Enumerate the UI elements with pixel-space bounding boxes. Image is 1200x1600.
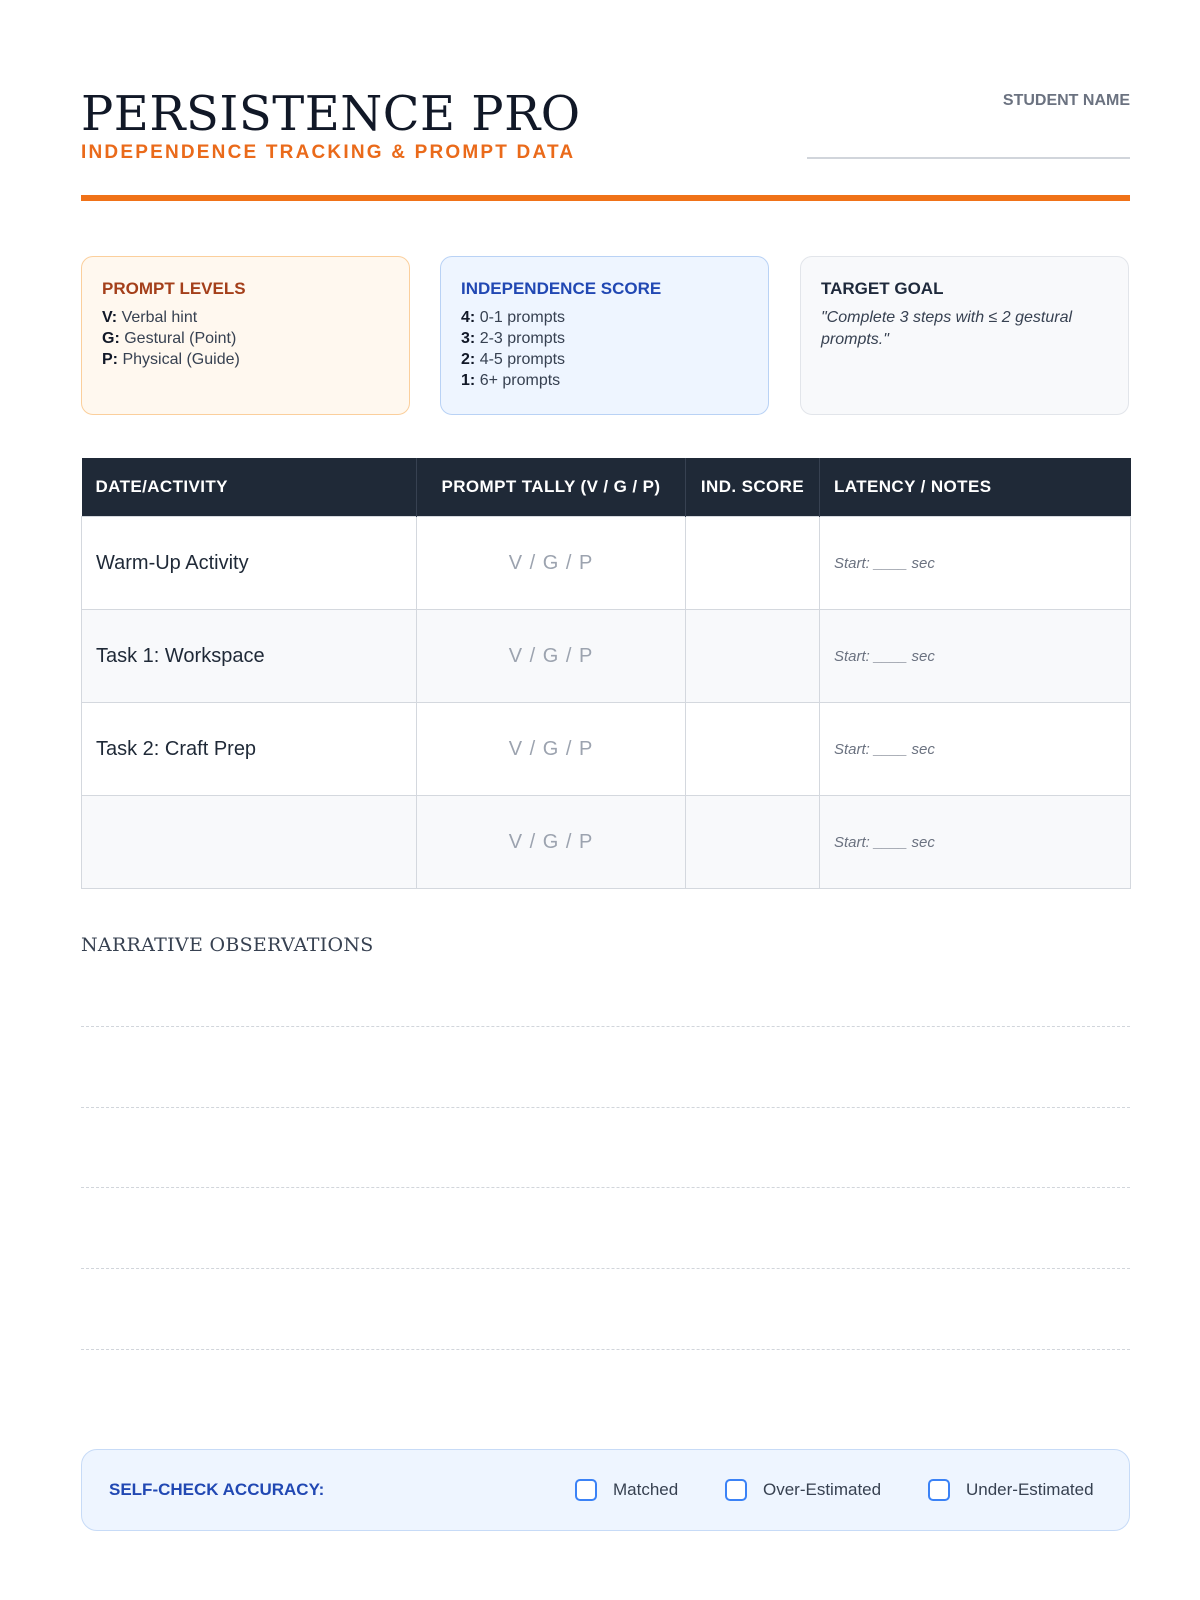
score-cell[interactable] bbox=[686, 703, 820, 796]
col-header-score: IND. SCORE bbox=[686, 458, 820, 517]
prompt-level-text: Physical (Guide) bbox=[122, 351, 240, 368]
score-item bbox=[461, 307, 748, 328]
score-item bbox=[461, 328, 748, 349]
prompt-level-key: G: bbox=[102, 330, 120, 347]
score-key: 1: bbox=[461, 372, 476, 389]
self-check-panel bbox=[81, 1449, 1130, 1531]
prompt-level-key: V: bbox=[102, 309, 118, 326]
score-text: 4-5 prompts bbox=[479, 351, 566, 368]
option-under-estimated[interactable] bbox=[928, 1477, 1094, 1503]
score-key: 3: bbox=[461, 330, 476, 347]
score-text: 2-3 prompts bbox=[479, 330, 566, 347]
student-name-label: STUDENT NAME bbox=[1002, 92, 1130, 109]
student-name-field[interactable] bbox=[807, 157, 1130, 159]
prompt-levels-title: PROMPT LEVELS bbox=[102, 279, 246, 298]
option-matched[interactable] bbox=[575, 1477, 678, 1503]
page-subtitle: INDEPENDENCE TRACKING & PROMPT DATA bbox=[81, 142, 576, 163]
score-key: 4: bbox=[461, 309, 476, 326]
over-estimated-label: Over-Estimated bbox=[763, 1480, 882, 1499]
prompt-levels-card bbox=[81, 256, 410, 415]
tracking-table bbox=[81, 458, 1130, 889]
tally-cell[interactable]: V / G / P bbox=[417, 610, 686, 703]
table-row bbox=[82, 517, 1131, 610]
table-row bbox=[82, 796, 1131, 889]
narrative-line[interactable] bbox=[81, 1107, 1130, 1108]
page-title: PERSISTENCE PRO bbox=[81, 86, 581, 142]
notes-cell[interactable]: Start: ____ sec bbox=[820, 703, 1131, 796]
under-estimated-label: Under-Estimated bbox=[966, 1480, 1094, 1499]
matched-label: Matched bbox=[613, 1480, 679, 1499]
score-cell[interactable] bbox=[686, 796, 820, 889]
over-estimated-checkbox[interactable] bbox=[725, 1479, 747, 1501]
score-text: 6+ prompts bbox=[479, 372, 561, 389]
narrative-line[interactable] bbox=[81, 1268, 1130, 1269]
activity-cell[interactable]: Warm-Up Activity bbox=[82, 517, 417, 610]
table-header-row bbox=[82, 458, 1131, 517]
activity-cell[interactable]: Task 1: Workspace bbox=[82, 610, 417, 703]
table-row bbox=[82, 610, 1131, 703]
tally-cell[interactable]: V / G / P bbox=[417, 796, 686, 889]
col-header-activity: DATE/ACTIVITY bbox=[82, 458, 417, 517]
self-check-label: SELF-CHECK ACCURACY: bbox=[109, 1480, 325, 1499]
score-key: 2: bbox=[461, 351, 476, 368]
narrative-line[interactable] bbox=[81, 1026, 1130, 1027]
activity-cell[interactable]: Task 2: Craft Prep bbox=[82, 703, 417, 796]
prompt-level-text: Verbal hint bbox=[121, 309, 198, 326]
score-cell[interactable] bbox=[686, 517, 820, 610]
tally-cell[interactable]: V / G / P bbox=[417, 703, 686, 796]
score-item bbox=[461, 370, 748, 391]
notes-cell[interactable]: Start: ____ sec bbox=[820, 517, 1131, 610]
narrative-line[interactable] bbox=[81, 1187, 1130, 1188]
narrative-title: NARRATIVE OBSERVATIONS bbox=[81, 934, 374, 956]
notes-cell[interactable]: Start: ____ sec bbox=[820, 610, 1131, 703]
worksheet-page bbox=[81, 0, 1130, 1600]
col-header-tally: PROMPT TALLY (V / G / P) bbox=[417, 458, 686, 517]
prompt-level-item bbox=[102, 307, 389, 328]
target-goal-title: TARGET GOAL bbox=[821, 279, 944, 298]
col-header-notes: LATENCY / NOTES bbox=[820, 458, 1131, 517]
notes-cell[interactable]: Start: ____ sec bbox=[820, 796, 1131, 889]
table-row bbox=[82, 703, 1131, 796]
under-estimated-checkbox[interactable] bbox=[928, 1479, 950, 1501]
prompt-level-text: Gestural (Point) bbox=[124, 330, 237, 347]
header-divider bbox=[81, 195, 1130, 201]
target-goal-quote: "Complete 3 steps with ≤ 2 gestural prompts." bbox=[821, 309, 1073, 348]
option-over-estimated[interactable] bbox=[725, 1477, 881, 1503]
tally-cell[interactable]: V / G / P bbox=[417, 517, 686, 610]
independence-score-title: INDEPENDENCE SCORE bbox=[461, 279, 662, 298]
score-cell[interactable] bbox=[686, 610, 820, 703]
prompt-level-item bbox=[102, 328, 389, 349]
matched-checkbox[interactable] bbox=[575, 1479, 597, 1501]
activity-cell[interactable] bbox=[82, 796, 417, 889]
independence-score-card bbox=[440, 256, 769, 415]
target-goal-card bbox=[800, 256, 1129, 415]
score-item bbox=[461, 349, 748, 370]
narrative-line[interactable] bbox=[81, 1349, 1130, 1350]
score-text: 0-1 prompts bbox=[479, 309, 566, 326]
prompt-level-item bbox=[102, 349, 389, 370]
info-cards bbox=[81, 256, 1130, 417]
header bbox=[81, 80, 1130, 200]
prompt-level-key: P: bbox=[102, 351, 118, 368]
